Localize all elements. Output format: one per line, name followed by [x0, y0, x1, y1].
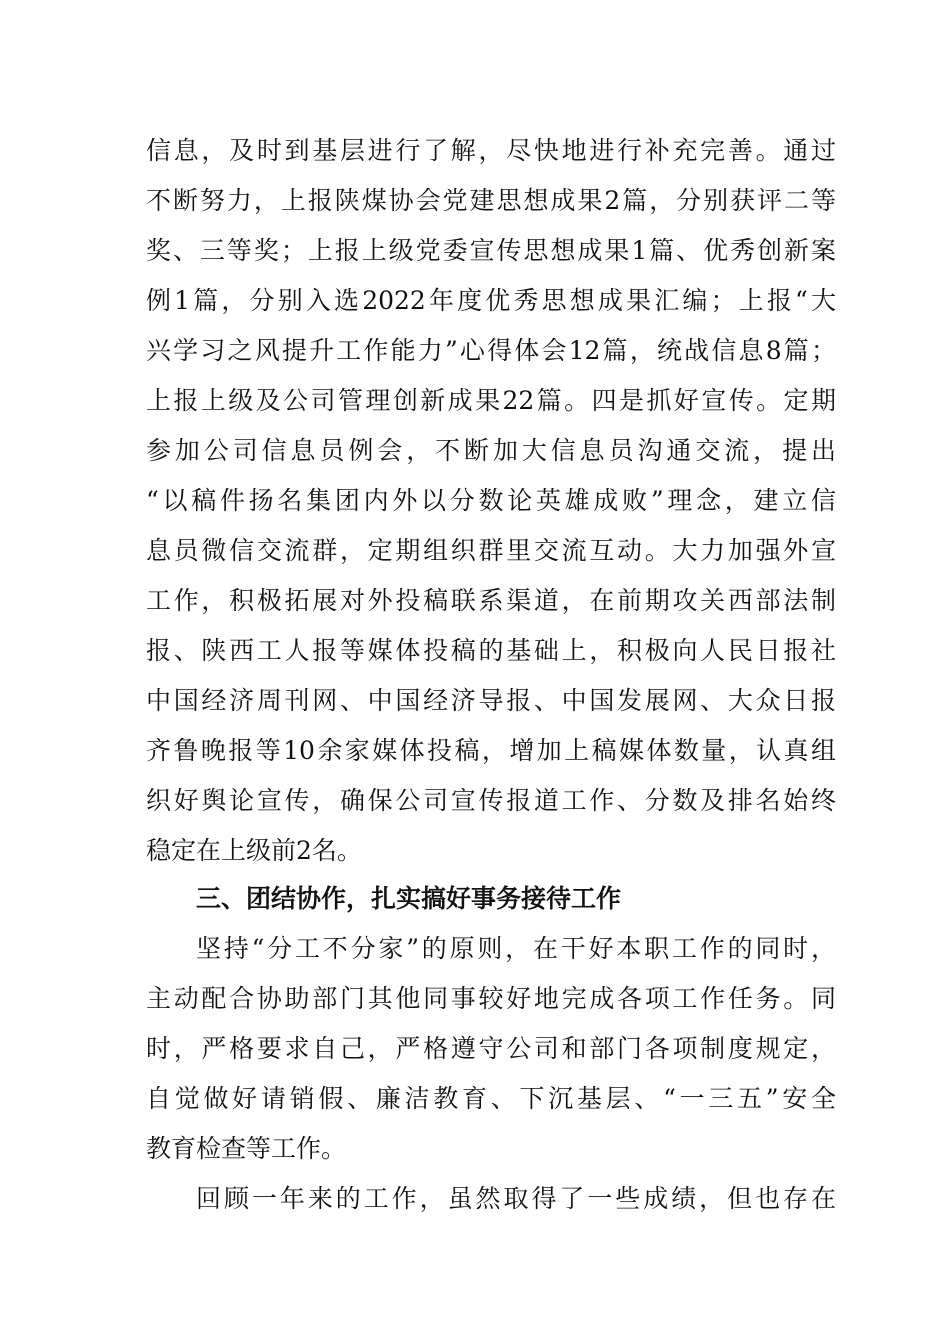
paragraph-line: 齐鲁晚报等10余家媒体投稿，增加上稿媒体数量，认真组 — [146, 736, 836, 765]
paragraph-line: 坚持“分工不分家”的原则，在干好本职工作的同时， — [196, 934, 836, 963]
paragraph-line: 兴学习之风提升工作能力”心得体会12篇，统战信息8篇； — [146, 336, 836, 365]
section-heading: 三、团结协作，扎实搞好事务接待工作 — [196, 884, 622, 913]
paragraph-line: 息员微信交流群，定期组织群里交流互动。大力加强外宣 — [146, 536, 836, 565]
paragraph-line: “以稿件扬名集团内外以分数论英雄成败”理念，建立信 — [146, 486, 836, 515]
paragraph-line: 主动配合协助部门其他同事较好地完成各项工作任务。同 — [146, 984, 836, 1013]
paragraph-line: 不断努力，上报陕煤协会党建思想成果2篇，分别获评二等 — [146, 186, 836, 215]
paragraph-line: 时，严格要求自己，严格遵守公司和部门各项制度规定， — [146, 1034, 836, 1063]
paragraph-line: 报、陕西工人报等媒体投稿的基础上，积极向人民日报社 — [146, 636, 836, 665]
paragraph-line: 织好舆论宣传，确保公司宣传报道工作、分数及排名始终 — [146, 786, 836, 815]
paragraph-line: 中国经济周刊网、中国经济导报、中国发展网、大众日报 — [146, 686, 836, 715]
paragraph-line: 参加公司信息员例会，不断加大信息员沟通交流，提出 — [146, 436, 836, 465]
paragraph-line: 自觉做好请销假、廉洁教育、下沉基层、“一三五”安全 — [146, 1084, 836, 1113]
paragraph-line: 信息，及时到基层进行了解，尽快地进行补充完善。通过 — [146, 136, 836, 165]
paragraph-line: 上报上级及公司管理创新成果22篇。四是抓好宣传。定期 — [146, 386, 836, 415]
paragraph-line: 工作，积极拓展对外投稿联系渠道，在前期攻关西部法制 — [146, 586, 836, 615]
paragraph-line: 例1篇，分别入选2022年度优秀思想成果汇编；上报“大 — [146, 286, 836, 315]
paragraph-line: 回顾一年来的工作，虽然取得了一些成绩，但也存在 — [196, 1184, 836, 1213]
paragraph-line: 稳定在上级前2名。 — [146, 836, 362, 865]
paragraph-line: 奖、三等奖；上报上级党委宣传思想成果1篇、优秀创新案 — [146, 236, 836, 265]
paragraph-line: 教育检查等工作。 — [146, 1134, 347, 1163]
